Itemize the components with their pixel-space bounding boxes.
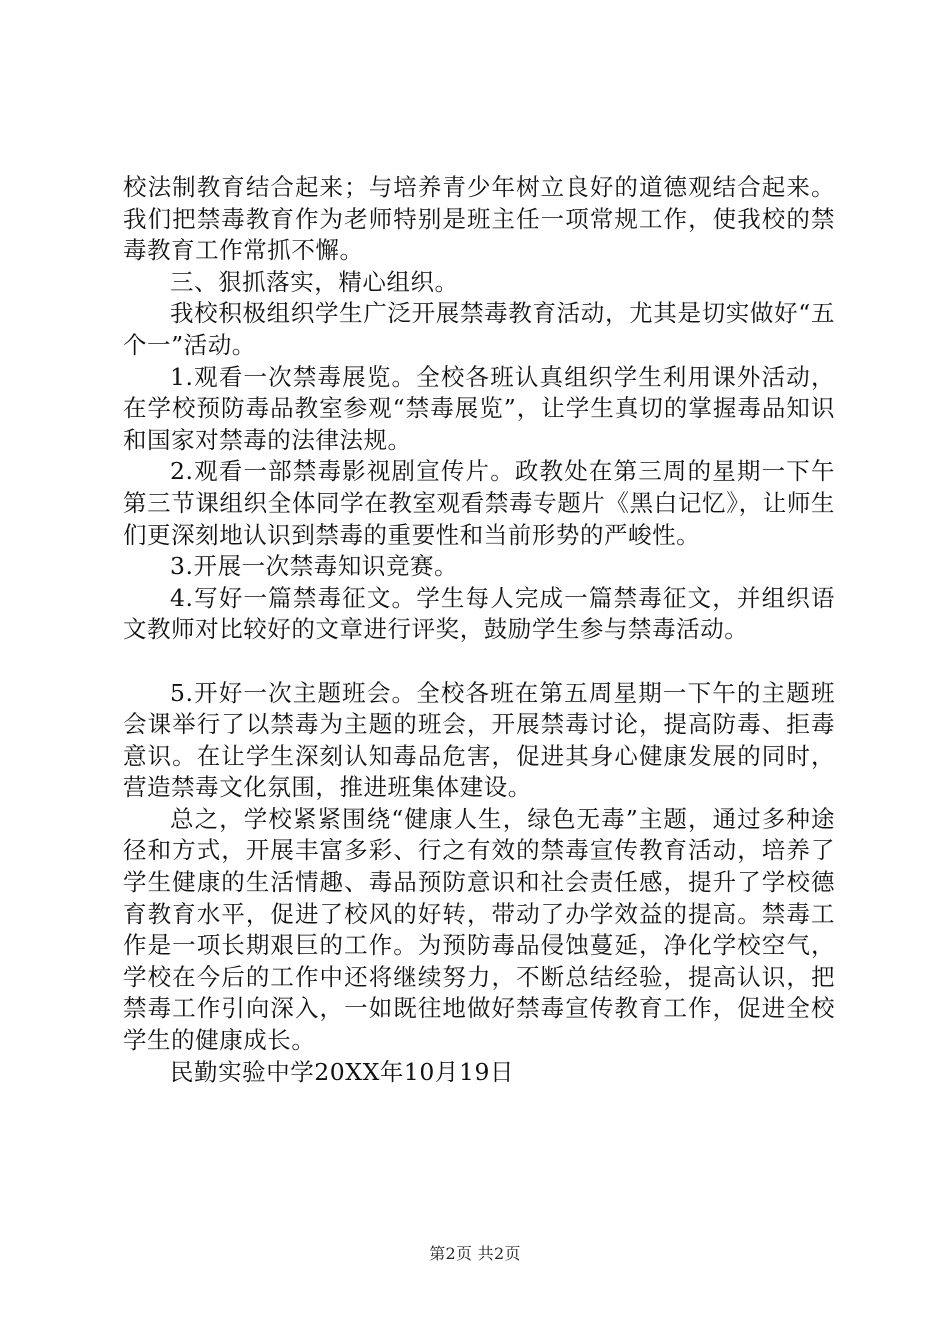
list-item-1: 1.观看一次禁毒展览。全校各班认真组织学生利用课外活动，在学校预防毒品教室参观“禁毒展览”，让学生真切的掌握毒品知识和国家对禁毒的法律法规。 <box>123 362 835 454</box>
section-heading: 三、狠抓落实，精心组织。 <box>170 267 459 296</box>
signature-date: 民勤实验中学20XX年10月19日 <box>170 1057 515 1086</box>
document-body <box>123 172 835 1088</box>
list-item-2: 2.观看一部禁毒影视剧宣传片。政教处在第三周的星期一下午第三节课组织全体同学在教室观看禁毒专题片《黑白记忆》，让师生们更深刻地认识到禁毒的重要性和当前形势的严峻性。 <box>123 457 835 549</box>
list-item-5: 5.开好一次主题班会。全校各班在第五周星期一下午的主题班会课举行了以禁毒为主题的班会，开展禁毒讨论，提高防毒、拒毒意识。在让学生深刻认知毒品危害，促进其身心健康发展的同时，营造禁毒文化氛围，推进班集体建设。 <box>123 678 835 802</box>
page-footer: 第2页 共2页 <box>429 1244 521 1263</box>
paragraph-summary: 总之，学校紧紧围绕“健康人生，绿色无毒”主题，通过多种途径和方式，开展丰富多彩、行之有效的禁毒宣传教育活动，培养了学生健康的生活情趣、毒品预防意识和社会责任感，提升了学校德育教育水平，促进了校风的好转，带动了办学效益的提高。禁毒工作是一项长期艰巨的工作。为预防毒品侵蚀蔓延，净化学校空气，学校在今后的工作中还将继续努力，不断总结经验，提高认识，把禁毒工作引向深入，一如既往地做好禁毒宣传教育工作，促进全校学生的健康成长。 <box>123 804 835 1055</box>
paragraph-intro: 我校积极组织学生广泛开展禁毒教育活动，尤其是切实做好“五个一”活动。 <box>123 299 835 359</box>
list-item-4: 4.写好一篇禁毒征文。学生每人完成一篇禁毒征文，并组织语文教师对比较好的文章进行评奖，鼓励学生参与禁毒活动。 <box>123 583 835 644</box>
list-item-3: 3.开展一次禁毒知识竞赛。 <box>170 552 459 581</box>
paragraph-continuation: 校法制教育结合起来；与培养青少年树立良好的道德观结合起来。我们把禁毒教育作为老师特别是班主任一项常规工作，使我校的禁毒教育工作常抓不懈。 <box>123 173 835 265</box>
